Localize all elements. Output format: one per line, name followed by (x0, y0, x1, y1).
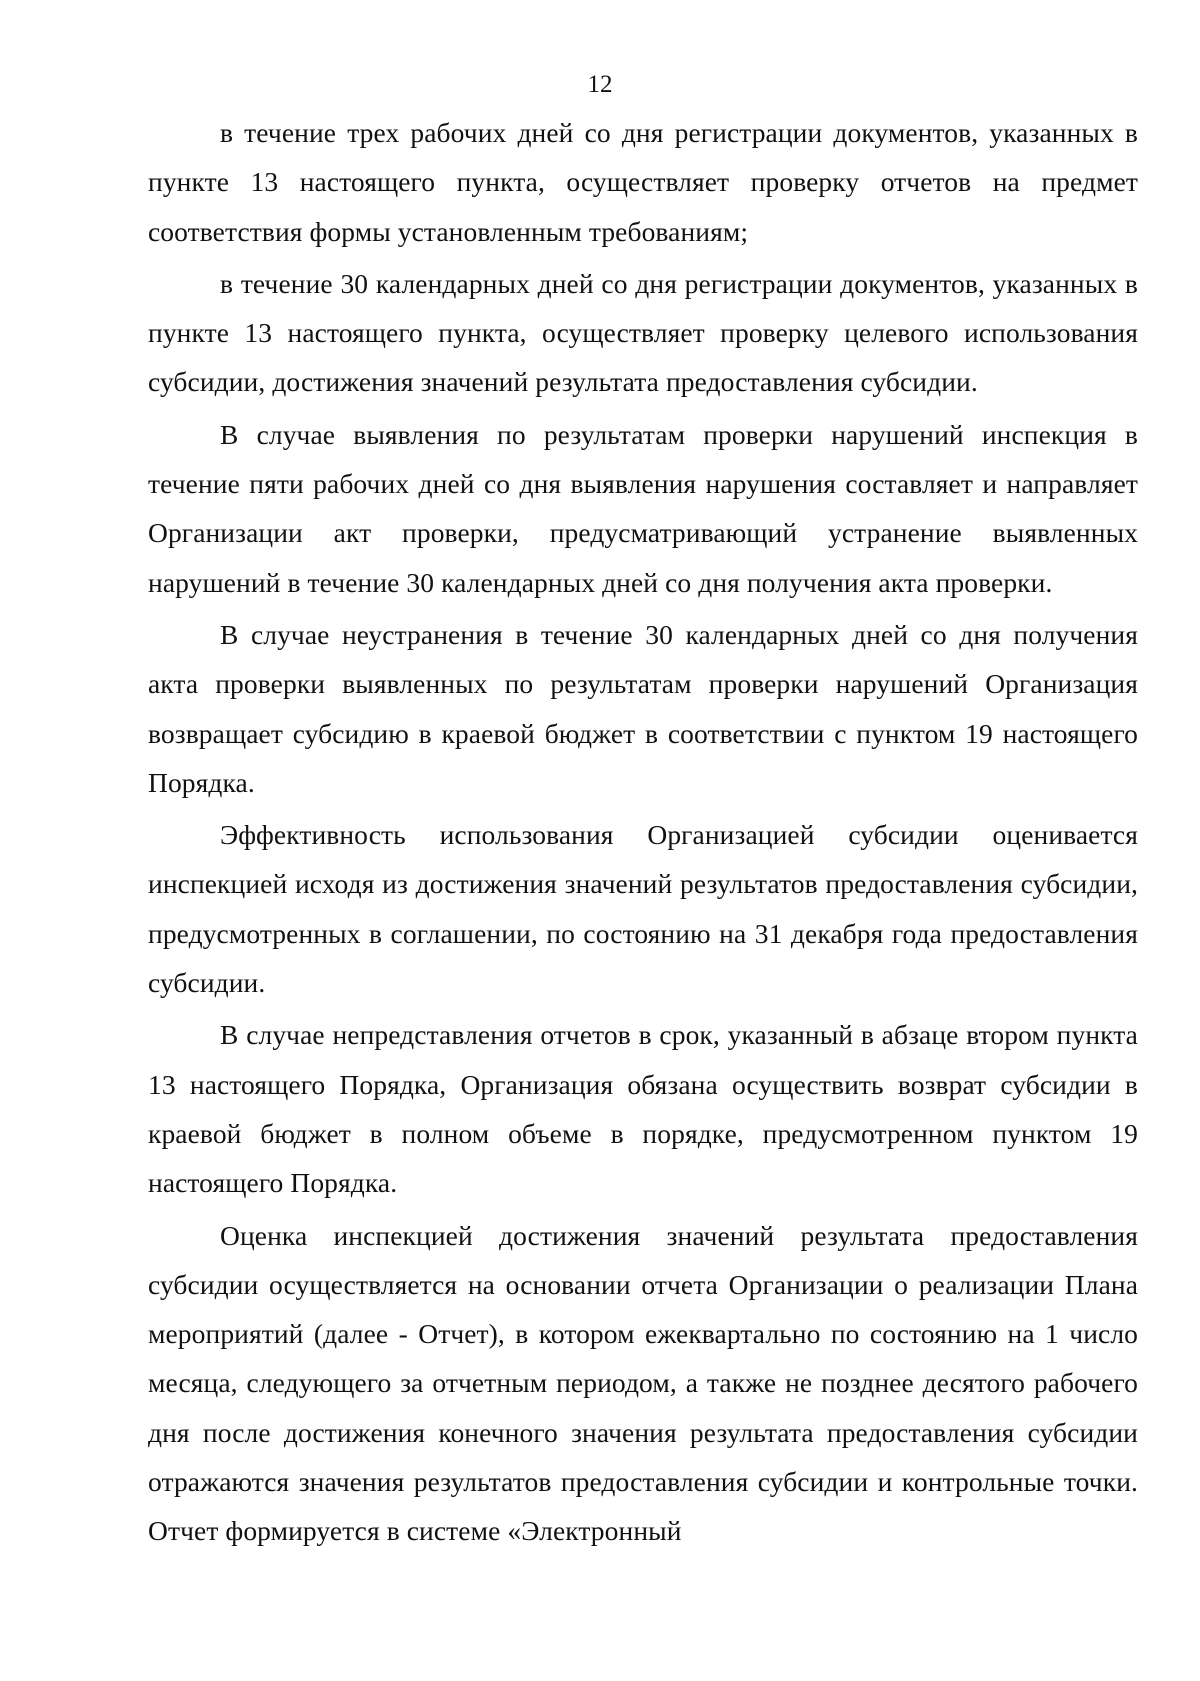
document-body (148, 108, 1138, 1559)
paragraph-target-use-check-30-days: в течение 30 календарных дней со дня регистрации документов, указанных в пункте 13 настоящего пункта, осуществляет проверку целевого использования субсидии, достижения значений результата предоставления субсидии. (148, 267, 1138, 398)
paragraph-subsidy-return: В случае неустранения в течение 30 календарных дней со дня получения акта проверки выявленных по результатам проверки нарушений Организация возвращает субсидию в краевой бюджет в соответствии с пунктом 19 настоящего Порядка. (148, 618, 1138, 798)
page-number: 12 (587, 71, 613, 98)
paragraph-efficiency-assessment: Эффективность использования Организацией субсидии оценивается инспекцией исходя из достижения значений результатов предоставления субсидии, предусмотренных в соглашении, по состоянию на 31 декабря года предоставления субсидии. (148, 819, 1138, 999)
paragraph-reports-check-3-days: в течение трех рабочих дней со дня регистрации документов, указанных в пункте 13 настоящего пункта, осуществляет проверку отчетов на предмет соответствия формы установленным требованиям; (148, 117, 1138, 247)
paragraph-violations-found: В случае выявления по результатам проверки нарушений инспекция в течение пяти рабочих дней со дня выявления нарушения составляет и направляет Организации акт проверки, предусматривающий устранение выявленных нарушений в течение 30 календарных дней со дня получения акта проверки. (148, 418, 1138, 598)
paragraph-reports-not-submitted: В случае непредставления отчетов в срок, указанный в абзаце втором пункта 13 настоящего Порядка, Организация обязана осуществить возврат субсидии в краевой бюджет в полном объеме в порядке, предусмотренном пунктом 19 настоящего Порядка. (148, 1019, 1138, 1199)
paragraph-result-assessment: Оценка инспекцией достижения значений результата предоставления субсидии осуществляется на основании отчета Организации о реализации Плана мероприятий (далее - Отчет), в котором ежеквартально по состоянию на 1 число месяца, следующего за отчетным периодом, а также не позднее десятого рабочего дня после достижения конечного значения результата предоставления субсидии отражаются значения результатов предоставления субсидии и контрольные точки. Отчет формируется в системе «Электронный (148, 1219, 1138, 1547)
